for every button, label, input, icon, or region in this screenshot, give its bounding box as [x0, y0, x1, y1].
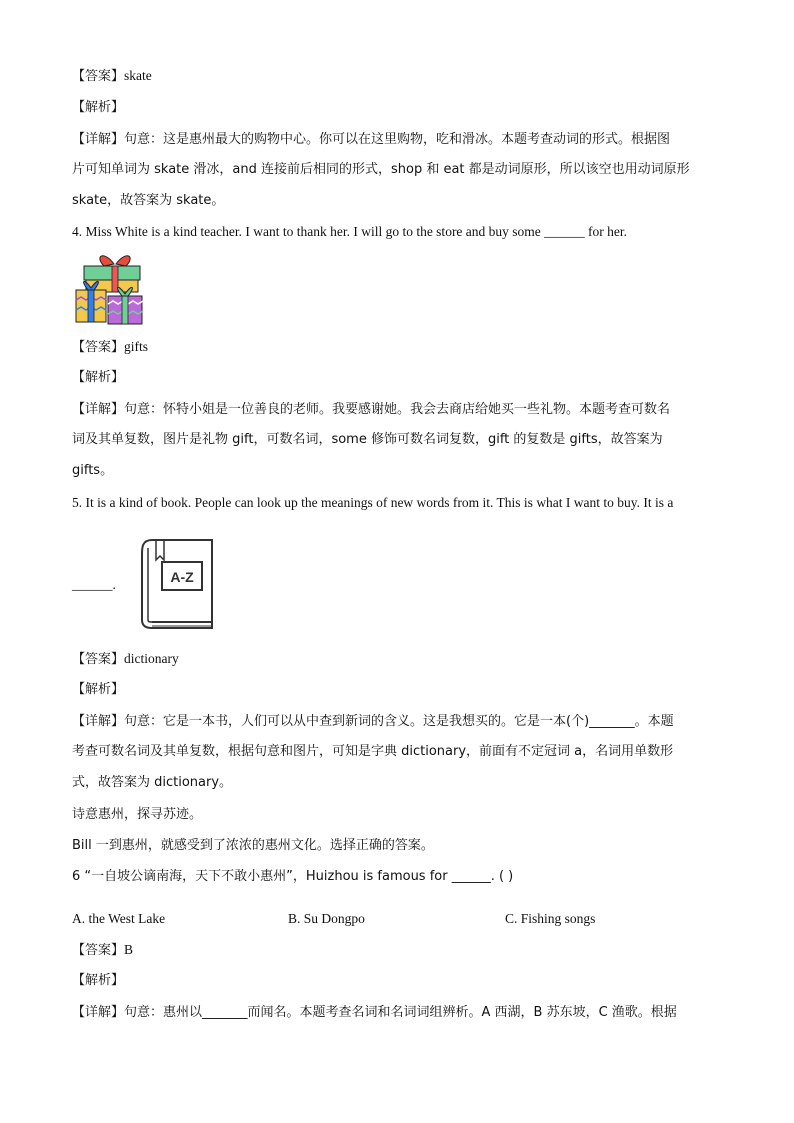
analysis-tag: 【解析】 [72, 973, 125, 988]
detail-line-4-2: 词及其单复数，图片是礼物 gift，可数名词，some 修饰可数名词复数，gift 的复数是 gifts，故答案为 [72, 432, 663, 447]
section-intro: Bill 一到惠州，就感受到了浓浓的惠州文化。选择正确的答案。 [72, 838, 434, 853]
question-5: 5. It is a kind of book. People can look up the meanings of new words from it. This is what I want to buy. It is a [72, 495, 674, 510]
answer-tag: 【答案】 [72, 340, 125, 355]
analysis-tag: 【解析】 [72, 682, 125, 697]
detail-line-4-1 [72, 399, 670, 420]
answer-tag: 【答案】 [72, 69, 125, 84]
detail-line-5-3: 式，故答案为 dictionary。 [72, 775, 233, 790]
answer-line-6 [72, 940, 133, 961]
detail-text: 句意：惠州以_______而闻名。本题考查名词和名词词组辨析。A 西湖，B 苏东坡，C 渔歌。根据 [124, 1005, 677, 1020]
answer-line-5 [72, 649, 179, 670]
dictionary-book-image [138, 534, 218, 632]
answer-text: skate [124, 68, 152, 83]
detail-text: 句意：这是惠州最大的购物中心。你可以在这里购物，吃和滑冰。本题考查动词的形式。根据图 [124, 132, 671, 147]
option-c: C. Fishing songs [505, 911, 596, 926]
option-b: B. Su Dongpo [288, 911, 365, 926]
detail-tag: 【详解】 [72, 132, 125, 147]
detail-line-5-2: 考查可数名词及其单复数，根据句意和图片，可知是字典 dictionary，前面有不定冠词 a，名词用单数形 [72, 744, 674, 759]
detail-line-5-1 [72, 711, 674, 732]
analysis-tag: 【解析】 [72, 100, 125, 115]
answer-text: gifts [124, 339, 149, 354]
question-4: 4. Miss White is a kind teacher. I want to thank her. I will go to the store and buy some ______ for her. [72, 224, 628, 239]
book-cover-label: A-Z [170, 569, 194, 585]
answer-text: B [124, 942, 134, 957]
detail-line-3-3: skate，故答案为 skate。 [72, 193, 225, 208]
answer-blank: ______. [72, 577, 116, 592]
detail-text: 句意：它是一本书，人们可以从中查到新词的含义。这是我想买的。它是一本(个)_______。本题 [124, 714, 674, 729]
answer-tag: 【答案】 [72, 943, 125, 958]
answer-line-3 [72, 66, 152, 87]
detail-tag: 【详解】 [72, 402, 125, 417]
gift-boxes-image [74, 250, 146, 328]
section-title: 诗意惠州，探寻苏迹。 [72, 807, 203, 822]
answer-tag: 【答案】 [72, 652, 125, 667]
analysis-tag: 【解析】 [72, 370, 125, 385]
detail-line-6-1 [72, 1002, 677, 1023]
answer-text: dictionary [124, 651, 179, 666]
detail-tag: 【详解】 [72, 714, 125, 729]
detail-line-3-1 [72, 129, 670, 150]
detail-line-4-3: gifts。 [72, 463, 114, 478]
answer-line-4 [72, 337, 148, 358]
option-a: A. the West Lake [72, 911, 166, 926]
detail-line-3-2: 片可知单词为 skate 滑冰，and 连接前后相同的形式，shop 和 eat 都是动词原形，所以该空也用动词原形 [72, 162, 690, 177]
question-6: 6 “一自坡公谪南海，天下不敢小惠州”，Huizhou is famous for ______. ( ) [72, 869, 514, 884]
detail-tag: 【详解】 [72, 1005, 125, 1020]
detail-text: 句意：怀特小姐是一位善良的老师。我要感谢她。我会去商店给她买一些礼物。本题考查可数名 [124, 402, 671, 417]
